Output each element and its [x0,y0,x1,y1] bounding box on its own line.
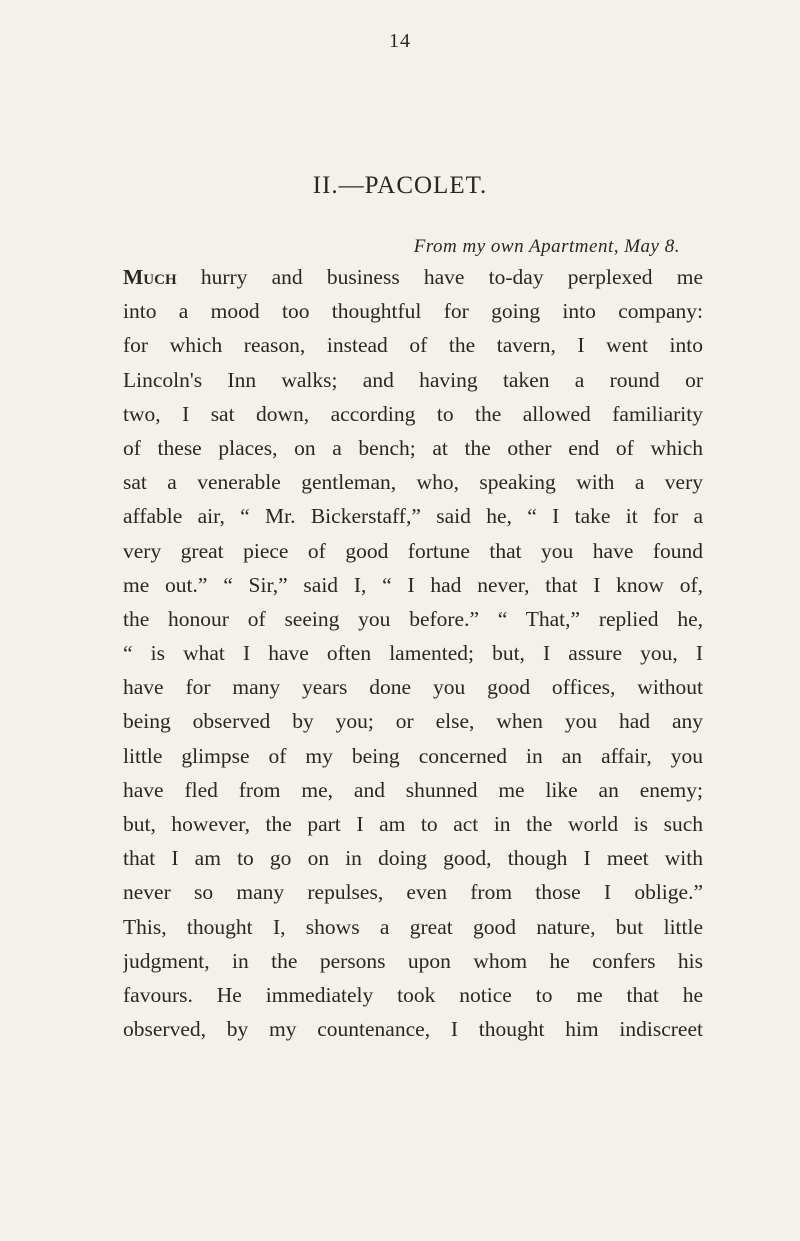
text-line: that I am to go on in doing good, though I meet with [123,846,703,871]
text-line: of these places, on a bench; at the other end of which [123,435,703,460]
text-line: This, thought I, shows a great good nature, but little [123,914,703,939]
page-number: 14 [389,30,411,52]
text-line: favours. He immediately took notice to me that he [123,982,703,1007]
text-line: very great piece of good fortune that you have found [123,538,703,563]
text-line: Much hurry and business have to-day perplexed me [123,265,703,289]
dateline: From my own Apartment, May 8. [413,236,680,257]
text-line: Lincoln's Inn walks; and having taken a round or [123,367,703,392]
text-line: have fled from me, and shunned me like an enemy; [123,777,703,802]
text-line: but, however, the part I am to act in the world is such [123,812,703,836]
chapter-title: II.—PACOLET. [312,172,488,199]
text-line: have for many years done you good offices, without [123,675,703,700]
text-line: observed, by my countenance, I thought him indiscreet [123,1017,703,1042]
text-line: little glimpse of my being concerned in an affair, you [123,743,703,768]
text-line: two, I sat down, according to the allowed familiarity [123,401,703,426]
text-line: sat a venerable gentleman, who, speaking with a very [123,470,703,495]
text-line: the honour of seeing you before.” “ That,” replied he, [123,606,703,631]
text-line: for which reason, instead of the tavern, I went into [123,333,703,358]
text-line: being observed by you; or else, when you had any [123,709,703,734]
text-line: “ is what I have often lamented; but, I assure you, I [123,641,703,666]
text-line: into a mood too thoughtful for going into company: [123,299,703,324]
text-line: never so many repulses, even from those I oblige.” [123,880,703,905]
opening-word: Much [123,265,177,289]
text-line: me out.” “ Sir,” said I, “ I had never, that I know of, [123,572,703,597]
body-text [123,260,703,1046]
text-line: judgment, in the persons upon whom he confers his [123,948,703,973]
text-line: affable air, “ Mr. Bickerstaff,” said he, “ I take it for a [123,504,703,529]
